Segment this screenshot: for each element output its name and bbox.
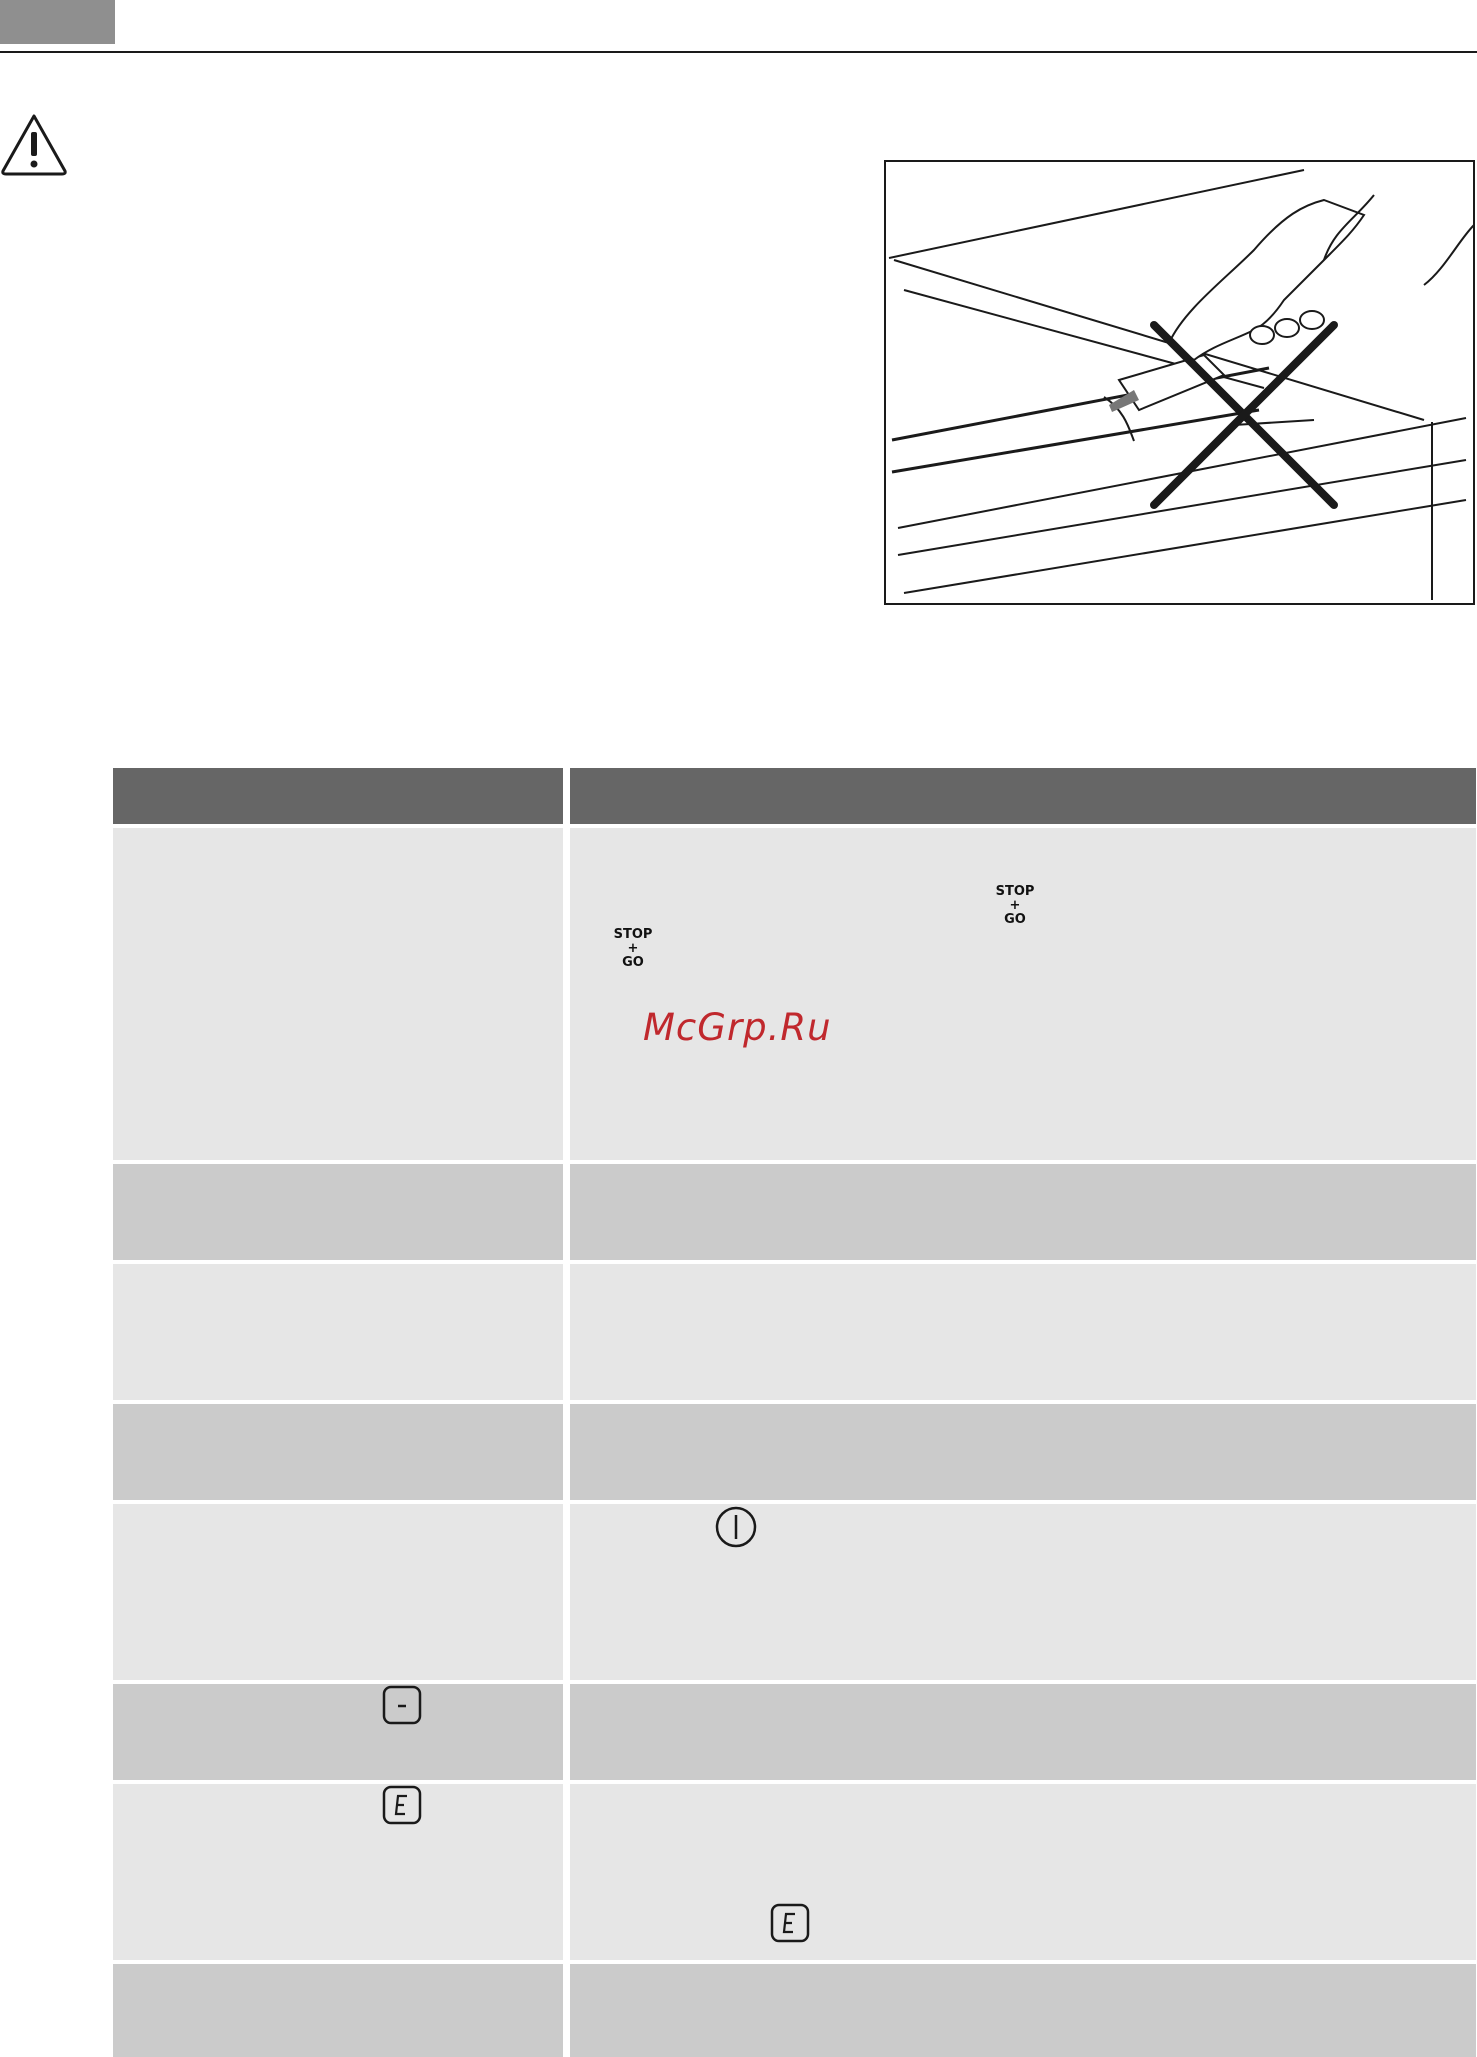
- table-header-what-to-do: [113, 768, 563, 824]
- header-rule: [0, 51, 1477, 53]
- table-row: [113, 1264, 1476, 1400]
- warning-triangle-icon: [0, 112, 68, 176]
- page-number-tab: [0, 0, 115, 44]
- table-row: [113, 1504, 1476, 1680]
- table-row: [113, 1404, 1476, 1500]
- table-row: [113, 1164, 1476, 1260]
- display-e-icon: [382, 1785, 422, 1825]
- power-icon: [714, 1505, 758, 1549]
- illustration-frame: [884, 160, 1475, 605]
- watermark: McGrp.Ru: [643, 1006, 832, 1049]
- display-dash-icon: [382, 1685, 422, 1725]
- table-row: [113, 1964, 1476, 2057]
- stop-go-symbol: STOP + GO: [613, 927, 653, 970]
- display-e-icon: [770, 1903, 810, 1943]
- stop-go-symbol: STOP + GO: [995, 884, 1035, 927]
- table-header-possible-cause: [570, 768, 1476, 824]
- do-not-scrape-hob-icon: [884, 160, 1475, 605]
- table-row: [113, 1684, 1476, 1780]
- table-row: [113, 828, 1476, 1160]
